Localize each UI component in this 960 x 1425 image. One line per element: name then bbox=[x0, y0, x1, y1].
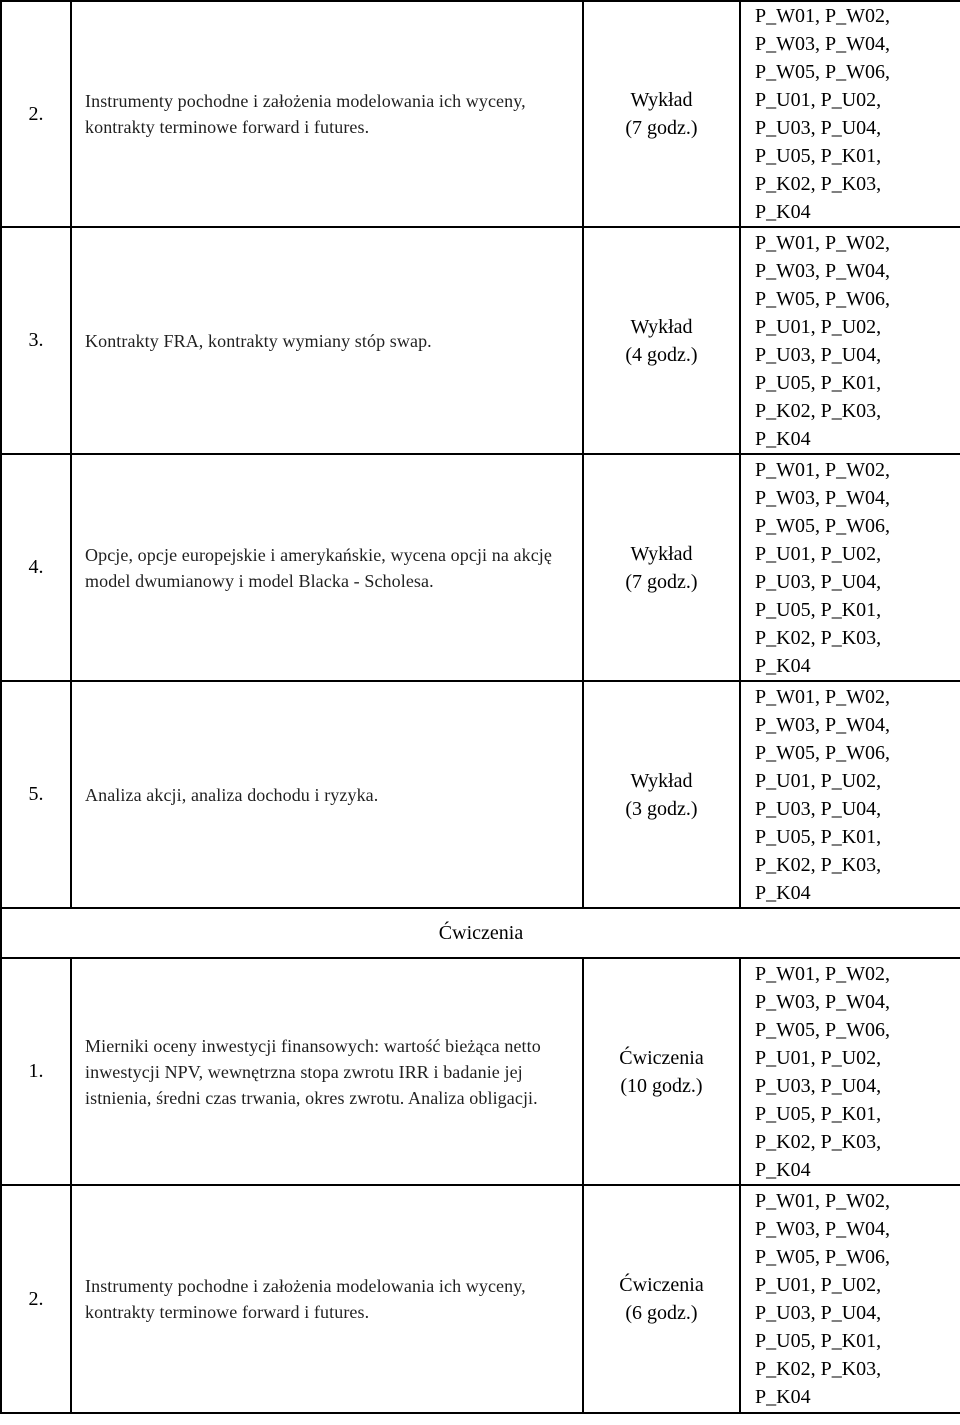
effect-line: P_W01, P_W02, bbox=[755, 231, 890, 254]
effect-line: P_K02, P_K03, bbox=[755, 853, 882, 876]
row-form bbox=[583, 958, 740, 1185]
effect-line: P_K04 bbox=[755, 881, 811, 904]
section-heading: Ćwiczenia bbox=[1, 908, 960, 958]
form-hours: (7 godz.) bbox=[625, 570, 698, 593]
effect-line: P_U01, P_U02, bbox=[755, 1046, 882, 1069]
form-hours: (3 godz.) bbox=[625, 797, 698, 820]
effect-line: P_K04 bbox=[755, 1158, 811, 1181]
table-row bbox=[1, 681, 960, 908]
effect-line: P_U03, P_U04, bbox=[755, 1302, 882, 1324]
form-type: Ćwiczenia bbox=[619, 1274, 704, 1296]
exercises-section bbox=[1, 908, 960, 1413]
table-row bbox=[1, 1, 960, 227]
effect-line: P_U05, P_K01, bbox=[755, 145, 882, 167]
effect-line: P_U01, P_U02, bbox=[755, 1274, 882, 1296]
effect-line: P_W05, P_W06, bbox=[755, 741, 890, 764]
effect-line: P_W05, P_W06, bbox=[755, 1246, 890, 1268]
row-effects bbox=[740, 681, 960, 908]
section-heading-row bbox=[1, 908, 960, 958]
effect-line: P_W01, P_W02, bbox=[755, 458, 890, 481]
row-effects bbox=[740, 1185, 960, 1413]
effect-line: P_U05, P_K01, bbox=[755, 1330, 882, 1352]
effect-line: P_U01, P_U02, bbox=[755, 89, 882, 111]
effect-line: P_W05, P_W06, bbox=[755, 1018, 890, 1041]
row-number: 1. bbox=[1, 958, 71, 1185]
effect-line: P_W05, P_W06, bbox=[755, 287, 890, 310]
row-form bbox=[583, 227, 740, 454]
table-row bbox=[1, 227, 960, 454]
effect-line: P_W03, P_W04, bbox=[755, 33, 890, 55]
row-form bbox=[583, 454, 740, 681]
effect-line: P_K02, P_K03, bbox=[755, 173, 882, 195]
effect-line: P_W01, P_W02, bbox=[755, 1190, 890, 1212]
effect-line: P_K04 bbox=[755, 427, 811, 450]
form-type: Wykład bbox=[630, 542, 693, 565]
effect-line: P_K04 bbox=[755, 201, 811, 223]
effect-line: P_K02, P_K03, bbox=[755, 399, 882, 422]
effect-line: P_U03, P_U04, bbox=[755, 117, 882, 139]
form-type: Ćwiczenia bbox=[619, 1046, 704, 1069]
effect-line: P_K04 bbox=[755, 1386, 811, 1408]
row-effects bbox=[740, 227, 960, 454]
effect-line: P_U03, P_U04, bbox=[755, 797, 882, 820]
effect-line: P_U01, P_U02, bbox=[755, 315, 882, 338]
row-effects bbox=[740, 454, 960, 681]
form-hours: (6 godz.) bbox=[625, 1302, 698, 1324]
effect-line: P_W03, P_W04, bbox=[755, 990, 890, 1013]
form-type: Wykład bbox=[630, 769, 693, 792]
effect-line: P_W01, P_W02, bbox=[755, 685, 890, 708]
form-hours: (7 godz.) bbox=[625, 117, 698, 139]
effect-line: P_U05, P_K01, bbox=[755, 825, 882, 848]
effect-line: P_W01, P_W02, bbox=[755, 962, 890, 985]
table-row bbox=[1, 958, 960, 1185]
effect-line: P_K02, P_K03, bbox=[755, 1358, 882, 1380]
effect-line: P_U01, P_U02, bbox=[755, 769, 882, 792]
row-form bbox=[583, 1, 740, 227]
effect-line: P_W05, P_W06, bbox=[755, 61, 890, 83]
effect-line: P_W03, P_W04, bbox=[755, 486, 890, 509]
effect-line: P_U05, P_K01, bbox=[755, 598, 882, 621]
table-row bbox=[1, 454, 960, 681]
row-number: 2. bbox=[1, 1185, 71, 1413]
form-hours: (4 godz.) bbox=[625, 343, 698, 366]
effect-line: P_K02, P_K03, bbox=[755, 626, 882, 649]
row-topic: Instrumenty pochodne i założenia modelowania ich wyceny, kontrakty terminowe forward i futures. bbox=[71, 1185, 583, 1413]
row-effects bbox=[740, 1, 960, 227]
row-topic: Mierniki oceny inwestycji finansowych: wartość bieżąca netto inwestycji NPV, wewnętrzna stopa zwrotu IRR i badanie jej istnienia, średni czas trwania, okres zwrotu. Analiza obligacji. bbox=[71, 958, 583, 1185]
row-topic: Analiza akcji, analiza dochodu i ryzyka. bbox=[71, 681, 583, 908]
row-form bbox=[583, 681, 740, 908]
row-form bbox=[583, 1185, 740, 1413]
effect-line: P_W03, P_W04, bbox=[755, 1218, 890, 1240]
row-topic: Kontrakty FRA, kontrakty wymiany stóp swap. bbox=[71, 227, 583, 454]
effect-line: P_W05, P_W06, bbox=[755, 514, 890, 537]
form-type: Wykład bbox=[630, 315, 693, 338]
table-row bbox=[1, 1185, 960, 1413]
effect-line: P_U03, P_U04, bbox=[755, 1074, 882, 1097]
row-number: 5. bbox=[1, 681, 71, 908]
form-type: Wykład bbox=[630, 89, 693, 111]
row-topic: Instrumenty pochodne i założenia modelowania ich wyceny, kontrakty terminowe forward i futures. bbox=[71, 1, 583, 227]
effect-line: P_W03, P_W04, bbox=[755, 259, 890, 282]
effect-line: P_W03, P_W04, bbox=[755, 713, 890, 736]
row-effects bbox=[740, 958, 960, 1185]
effect-line: P_U05, P_K01, bbox=[755, 1102, 882, 1125]
row-number: 3. bbox=[1, 227, 71, 454]
effect-line: P_U03, P_U04, bbox=[755, 570, 882, 593]
effect-line: P_K02, P_K03, bbox=[755, 1130, 882, 1153]
effect-line: P_U03, P_U04, bbox=[755, 343, 882, 366]
effect-line: P_K04 bbox=[755, 654, 811, 677]
form-hours: (10 godz.) bbox=[620, 1074, 703, 1097]
effect-line: P_U05, P_K01, bbox=[755, 371, 882, 394]
row-number: 2. bbox=[1, 1, 71, 227]
effect-line: P_W01, P_W02, bbox=[755, 5, 890, 27]
effect-line: P_U01, P_U02, bbox=[755, 542, 882, 565]
row-topic: Opcje, opcje europejskie i amerykańskie, wycena opcji na akcję model dwumianowy i model Blacka - Scholesa. bbox=[71, 454, 583, 681]
lecture-rows bbox=[1, 1, 960, 908]
row-number: 4. bbox=[1, 454, 71, 681]
